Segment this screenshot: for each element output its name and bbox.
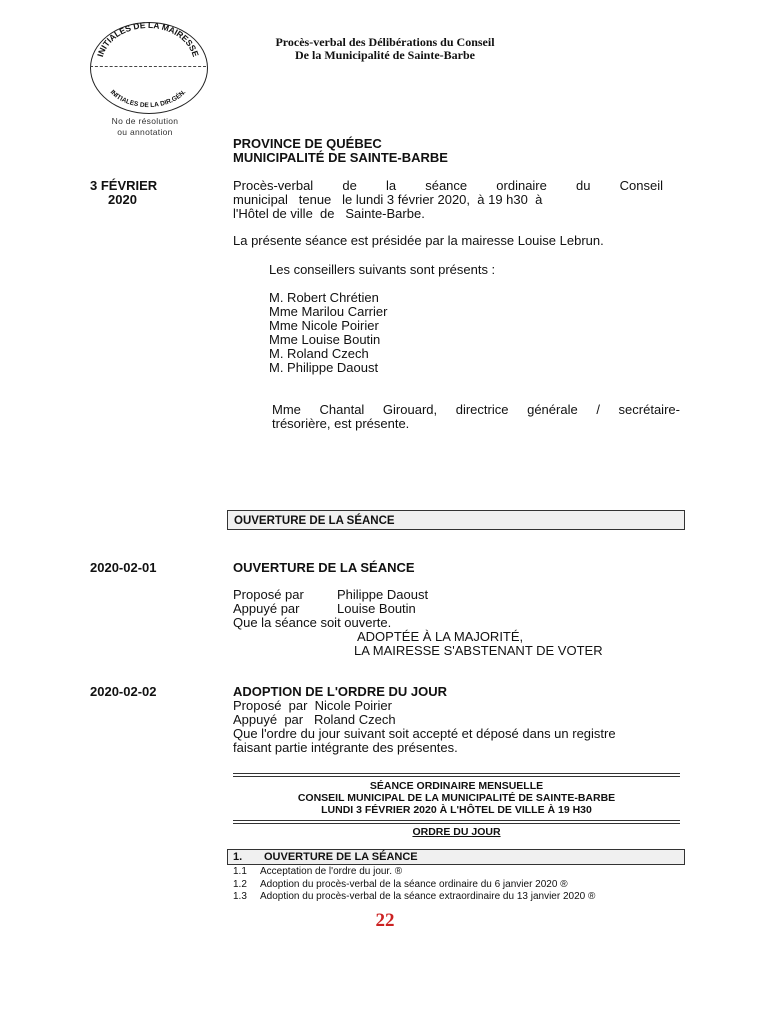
agenda-rule-mid2 xyxy=(233,823,680,824)
section-heading-box: OUVERTURE DE LA SÉANCE xyxy=(227,510,685,530)
resolution-number: 2020-02-01 xyxy=(90,560,157,575)
resolution-text: Que la séance soit ouverte. xyxy=(233,615,392,630)
agenda-item-number: 1.1 xyxy=(233,866,247,877)
header-line2: De la Municipalité de Sainte-Barbe xyxy=(295,48,475,62)
resolution-body xyxy=(233,699,673,755)
resolution-text-line1: Que l'ordre du jour suivant soit accepté et déposé dans un registre xyxy=(233,726,616,741)
agenda-item-list xyxy=(233,866,683,904)
abstain-line: LA MAIRESSE S'ABSTENANT DE VOTER xyxy=(354,643,603,658)
resolution-note-line2: ou annotation xyxy=(117,127,173,137)
intro-line1 xyxy=(233,179,663,193)
proposed-row: Proposé par Nicole Poirier xyxy=(233,698,392,713)
director-word: Girouard, xyxy=(382,402,438,417)
meeting-date xyxy=(90,179,180,207)
agenda-title-wrap xyxy=(233,826,680,838)
agenda-item xyxy=(233,866,683,879)
councillor-item: M. Roland Czech xyxy=(269,346,369,361)
seconded-label: Appuyé par xyxy=(233,601,300,616)
resolution-title: ADOPTION DE L'ORDRE DU JOUR xyxy=(233,684,447,699)
intro-word: séance xyxy=(425,178,468,193)
agenda-item xyxy=(233,879,683,892)
seconded-row: Appuyé par Roland Czech xyxy=(233,712,396,727)
agenda-item-number: 1.2 xyxy=(233,878,247,890)
seconded-name: Louise Boutin xyxy=(337,601,416,616)
councillor-list xyxy=(269,291,387,375)
svg-text:INITIALES DE LA MAIRESSE xyxy=(95,20,201,58)
adopted-line: ADOPTÉE À LA MAJORITÉ, xyxy=(357,629,524,644)
resolution-body xyxy=(233,588,603,658)
agenda-header xyxy=(233,780,680,816)
header-line1: Procès-verbal des Délibérations du Conseil xyxy=(275,35,495,49)
agenda-section-box xyxy=(227,849,685,865)
director-line2: trésorière, est présente. xyxy=(272,416,410,431)
councillor-item: M. Robert Chrétien xyxy=(269,290,379,305)
resolution-text-line2: faisant partie intégrante des présentes. xyxy=(233,740,458,755)
stamp-bottom-text: INITIALES DE LA DIR.GÉN. xyxy=(108,88,188,110)
intro-word: de xyxy=(342,178,357,193)
director-word: générale xyxy=(527,402,578,417)
intro-word: ordinaire xyxy=(496,178,547,193)
date-line2: 2020 xyxy=(108,192,137,207)
agenda-item-text: Adoption du procès-verbal de la séance ordinaire du 6 janvier 2020 ® xyxy=(260,878,568,890)
agenda-item-text: Acceptation de l'ordre du jour. ® xyxy=(260,866,403,877)
intro-word: Procès-verbal xyxy=(233,178,314,193)
province-block xyxy=(233,137,448,165)
intro-word: la xyxy=(385,178,397,193)
agenda-header-line3: LUNDI 3 FÉVRIER 2020 À L'HÔTEL DE VILLE À 19 H30 xyxy=(321,804,592,816)
resolution-note-line1: No de résolution xyxy=(111,116,179,126)
presided-text: La présente séance est présidée par la mairesse Louise Lebrun. xyxy=(233,233,604,248)
intro-word: Conseil xyxy=(619,178,663,193)
seconded-row xyxy=(233,602,603,616)
resolution-title: OUVERTURE DE LA SÉANCE xyxy=(233,560,415,575)
page-number: 22 xyxy=(375,910,395,931)
councillor-item: Mme Louise Boutin xyxy=(269,332,381,347)
councillor-item: M. Philippe Daoust xyxy=(269,360,379,375)
agenda-header-line2: CONSEIL MUNICIPAL DE LA MUNICIPALITÉ DE SAINTE-BARBE xyxy=(297,792,616,804)
intro-word: du xyxy=(576,178,591,193)
document-header xyxy=(200,36,570,62)
stamp-lettering xyxy=(86,18,210,116)
agenda-rule-mid xyxy=(233,820,680,821)
councillor-item: Mme Marilou Carrier xyxy=(269,304,388,319)
svg-text:INITIALES DE LA DIR.GÉN. xyxy=(109,89,188,109)
proposed-row xyxy=(233,588,603,602)
agenda-header-line1: SÉANCE ORDINAIRE MENSUELLE xyxy=(369,780,544,792)
director-word: Chantal xyxy=(319,402,365,417)
director-word: / xyxy=(596,402,600,417)
agenda-section-number: 1. xyxy=(233,851,243,863)
agenda-title: ORDRE DU JOUR xyxy=(412,826,501,838)
proposed-label: Proposé par xyxy=(233,587,304,602)
director-word: directrice xyxy=(455,402,509,417)
director-word: Mme xyxy=(272,402,301,417)
resolution-note xyxy=(100,116,190,138)
stamp-top-text: INITIALES DE LA MAIRESSE xyxy=(95,19,201,58)
agenda-rule-top2 xyxy=(233,776,680,777)
intro-line3: l'Hôtel de ville de Sainte-Barbe. xyxy=(233,206,425,221)
present-intro: Les conseillers suivants sont présents : xyxy=(269,262,496,277)
director-word: secrétaire- xyxy=(618,402,680,417)
director-line1 xyxy=(272,403,680,417)
resolution-number: 2020-02-02 xyxy=(90,684,157,699)
intro-line2: municipal tenue le lundi 3 février 2020, à 19 h30 à xyxy=(233,192,543,207)
proposed-name: Philippe Daoust xyxy=(337,587,429,602)
agenda-item-text: Adoption du procès-verbal de la séance extraordinaire du 13 janvier 2020 ® xyxy=(260,891,596,902)
director-paragraph xyxy=(272,403,680,431)
province-line2: MUNICIPALITÉ DE SAINTE-BARBE xyxy=(233,150,448,165)
date-line1: 3 FÉVRIER xyxy=(90,178,158,193)
intro-paragraph xyxy=(233,179,663,221)
agenda-section-title: OUVERTURE DE LA SÉANCE xyxy=(264,851,418,863)
agenda-item-number: 1.3 xyxy=(233,891,247,902)
councillor-item: Mme Nicole Poirier xyxy=(269,318,379,333)
agenda-item xyxy=(233,891,683,904)
province-line1: PROVINCE DE QUÉBEC xyxy=(233,136,382,151)
agenda-rule-top xyxy=(233,773,680,774)
